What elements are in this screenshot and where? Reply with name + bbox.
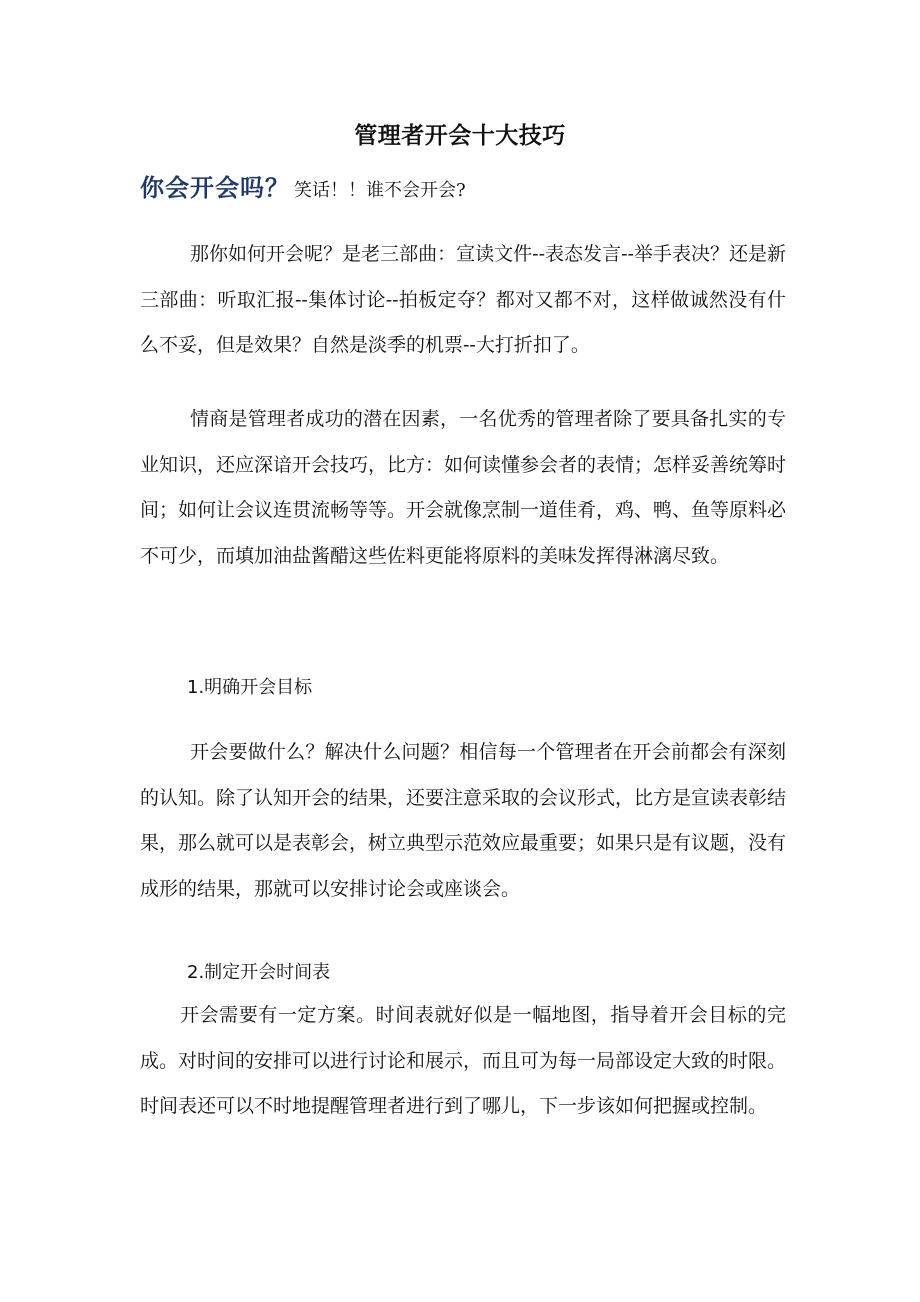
hook-question: 你会开会吗？ <box>140 174 290 202</box>
paragraph-goal: 开会要做什么？解决什么问题？相信每一个管理者在开会前都会有深刻的认知。除了认知开会的结果，还要注意采取的会议形式，比方是宣读表彰结果，那么就可以是表彰会，树立典型示范效应最重要；如果只是有议题，没有成形的结果，那就可以安排讨论会或座谈会。 <box>140 741 787 900</box>
hook-line <box>140 168 466 203</box>
paragraph-eq: 情商是管理者成功的潜在因素，一名优秀的管理者除了要具备扎实的专业知识，还应深谙开会技巧，比方：如何读懂参会者的表情；怎样妥善统筹时间；如何让会议连贯流畅等等。开会就像烹制一道佳肴，鸡、鸭、鱼等原料必不可少，而填加油盐酱醋这些佐料更能将原料的美味发挥得淋漓尽致。 <box>140 408 787 567</box>
document-title: 管理者开会十大技巧 <box>354 122 566 149</box>
hook-reply: 笑话！！谁不会开会? <box>294 180 466 201</box>
section-heading-2: 2.制定开会时间表 <box>187 962 331 983</box>
paragraph-schedule: 开会需要有一定方案。时间表就好似是一幅地图，指导着开会目标的完成。对时间的安排可以进行讨论和展示，而且可为每一局部设定大致的时限。时间表还可以不时地提醒管理者进行到了哪儿，下一步该如何把握或控制。 <box>140 1004 787 1117</box>
paragraph-intro: 那你如何开会呢？是老三部曲：宣读文件--表态发言--举手表决？还是新三部曲：听取汇报--集体讨论--拍板定夺？都对又都不对，这样做诚然没有什么不妥，但是效果？自然是淡季的机票--大打折扣了。 <box>140 243 786 356</box>
section-heading-1: 1.明确开会目标 <box>187 677 313 698</box>
